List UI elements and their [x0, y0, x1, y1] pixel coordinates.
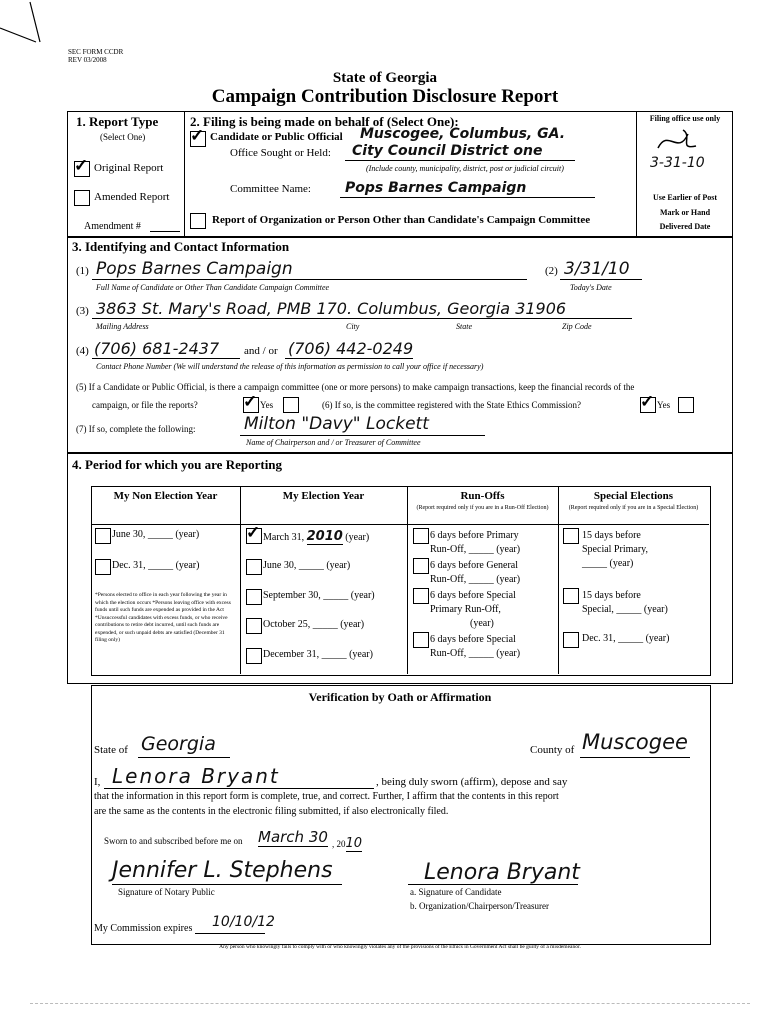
initials-mark [648, 126, 708, 156]
office-use-label: Filing office use only [649, 114, 721, 123]
e-oct-checkbox[interactable] [246, 618, 262, 634]
q6-no-checkbox[interactable] [678, 397, 694, 413]
q5-no-checkbox[interactable] [283, 397, 299, 413]
address-value: 3863 St. Mary's Road, PMB 170. Columbus, Georgia 31906 [96, 299, 567, 318]
notary-label: Signature of Notary Public [118, 887, 215, 897]
affiant-name-value: Lenora Bryant [112, 764, 280, 788]
sworn-text: , being duly sworn (affirm), depose and say [376, 776, 568, 788]
commission-label: My Commission expires [94, 923, 193, 934]
county-of-label: County of [530, 744, 575, 756]
r3-label: 6 days before Special Primary Run-Off, (year) [430, 590, 516, 629]
candidate-checkbox[interactable] [190, 131, 206, 147]
ne-june-checkbox[interactable] [95, 528, 111, 544]
r1-checkbox[interactable] [413, 528, 429, 544]
col-special: Special Elections [593, 490, 674, 502]
s3-label: Dec. 31, _____ (year) [582, 633, 670, 644]
col-election: My Election Year [282, 490, 365, 502]
i-label: I, [94, 776, 101, 788]
select-one-label: (Select One) [100, 132, 146, 142]
s2-checkbox[interactable] [563, 588, 579, 604]
e-oct-label: October 25, _____ (year) [263, 619, 365, 630]
office-note-3: Delivered Date [659, 222, 711, 231]
corner-mark [0, 0, 70, 45]
s3-checkbox[interactable] [563, 632, 579, 648]
phone-1-value: (706) 681-2437 [94, 339, 220, 358]
e-june-label: June 30, _____ (year) [263, 560, 351, 571]
original-report-label: Original Report [94, 162, 164, 174]
mailing-address-label: Mailing Address [96, 322, 149, 331]
s1-checkbox[interactable] [563, 528, 579, 544]
r2-label: 6 days before General Run-Off, _____ (year) [430, 560, 521, 585]
state-of-value: Georgia [141, 733, 216, 755]
r4-label: 6 days before Special Run-Off, _____ (year) [430, 634, 521, 659]
amendment-label: Amendment # [84, 221, 141, 232]
ne-june-label: June 30, _____ (year) [112, 529, 200, 540]
item-4-number: (4) [76, 345, 89, 357]
e-march-label: March 31, 2010 (year) [263, 529, 370, 544]
office-note-1: Use Earlier of Post [652, 193, 718, 202]
question-5: (5) If a Candidate or Public Official, is there a campaign committee (one or more persons) to make campaign transactions, keep the financial records of the [76, 382, 635, 392]
q5-yes-label: Yes [260, 400, 274, 410]
form-id: SEC FORM CCDR REV 03/2008 [68, 48, 124, 64]
chairperson-value: Milton "Davy" Lockett [244, 414, 429, 434]
special-note: (Report required only if you are in a Special Election) [568, 505, 699, 511]
question-5-cont: campaign, or file the reports? [92, 400, 198, 410]
sworn-year: , 2010 [332, 836, 363, 851]
r2-checkbox[interactable] [413, 558, 429, 574]
section-3-heading: 3. Identifying and Contact Information [72, 239, 290, 254]
e-march-year-value: 2010 [306, 529, 343, 544]
office-label: Office Sought or Held: [230, 147, 331, 159]
e-dec-checkbox[interactable] [246, 648, 262, 664]
period-table [91, 486, 711, 676]
notary-signature: Jennifer L. Stephens [112, 858, 333, 883]
state-of-label: State of [94, 744, 128, 756]
signature-a-label: a. Signature of Candidate [410, 887, 502, 897]
chairperson-label: Name of Chairperson and / or Treasurer of Committee [246, 438, 421, 447]
col-runoffs: Run-Offs [460, 490, 505, 502]
ne-dec-checkbox[interactable] [95, 559, 111, 575]
q6-yes-checkbox[interactable] [640, 397, 656, 413]
q6-yes-label: Yes [657, 400, 671, 410]
candidate-name-label: Full Name of Candidate or Other Than Candidate Campaign Committee [96, 283, 330, 292]
r1-label: 6 days before Primary Run-Off, _____ (year) [430, 530, 521, 555]
filing-heading: 2. Filing is being made on behalf of (Select One): [190, 114, 459, 129]
candidate-name-value: Pops Barnes Campaign [96, 259, 293, 279]
scan-edge [30, 1003, 750, 1004]
signature-b-label: b. Organization/Chairperson/Treasurer [410, 901, 549, 911]
committee-label: Committee Name: [230, 183, 311, 195]
question-6: (6) If so, is the committee registered with the State Ethics Commission? [322, 400, 581, 410]
item-1-number: (1) [76, 265, 89, 277]
e-june-checkbox[interactable] [246, 559, 262, 575]
organization-label: Report of Organization or Person Other than Candidate's Campaign Committee [212, 214, 591, 226]
r3-checkbox[interactable] [413, 588, 429, 604]
col-non-election: My Non Election Year [113, 490, 218, 502]
report-date-label: Today's Date [570, 283, 612, 292]
candidate-value: Muscogee, Columbus, GA. [360, 126, 566, 142]
office-hint: (Include county, municipality, district, post or judicial circuit) [366, 164, 564, 173]
organization-checkbox[interactable] [190, 213, 206, 229]
item-2-number: (2) [545, 265, 558, 277]
item-3-number: (3) [76, 305, 89, 317]
affirmation-line-3: are the same as the contents in the electronic filing submitted, if also electronically filed. [94, 806, 449, 817]
s1-label: 15 days before Special Primary, _____ (year) [582, 530, 649, 569]
candidate-signature: Lenora Bryant [424, 860, 580, 885]
committee-value: Pops Barnes Campaign [345, 180, 527, 196]
report-date-value: 3/31/10 [564, 259, 630, 279]
report-type-heading: 1. Report Type [76, 114, 159, 129]
s2-label: 15 days before Special, _____ (year) [582, 590, 668, 615]
ne-notes: *Persons elected to office in each year following the year in which the election occurs *Persons leaving office with excess funds until such funds are expended as provided in the Act *Unsuccessful candidates with excess funds, or who receive contributions to retire debt incurred, until such funds are expended, or such unpaid debts are satisfied (December 31 filing only) [95, 592, 231, 643]
office-stamp: 3-31-10 [650, 155, 705, 171]
page-title: Campaign Contribution Disclosure Report [211, 86, 559, 107]
section-4-heading: 4. Period for which you are Reporting [72, 457, 283, 472]
e-dec-label: December 31, _____ (year) [263, 649, 373, 660]
candidate-label: Candidate or Public Official [210, 131, 343, 143]
e-sept-checkbox[interactable] [246, 589, 262, 605]
and-or-label: and / or [244, 345, 278, 357]
warning-text: Any person who knowingly fails to comply with or who knowingly violates any of the provisions of the Ethics in Government Act shall be guilty of a misdemeanor. [219, 944, 581, 950]
amended-report-checkbox[interactable] [74, 190, 90, 206]
e-sept-label: September 30, _____ (year) [263, 590, 375, 601]
affirmation-line-2: that the information in this report form is complete, true, and correct. Further, I affirm that the contents in this report [94, 791, 559, 802]
q5-yes-checkbox[interactable] [243, 397, 259, 413]
sworn-before-label: Sworn to and subscribed before me on [104, 836, 243, 846]
office-note-2: Mark or Hand [659, 208, 711, 217]
state-title: State of Georgia [332, 70, 438, 86]
office-value: City Council District one [352, 143, 543, 159]
amendment-field[interactable] [150, 231, 180, 232]
question-7: (7) If so, complete the following: [76, 424, 196, 434]
amended-report-label: Amended Report [94, 191, 170, 203]
county-of-value: Muscogee [582, 730, 688, 754]
sworn-date-value: March 30 [258, 828, 328, 846]
r4-checkbox[interactable] [413, 632, 429, 648]
city-label: City [346, 322, 360, 331]
phone-2-value: (706) 442-0249 [288, 339, 414, 358]
e-march-checkbox[interactable] [246, 528, 262, 544]
state-label: State [456, 322, 472, 331]
phone-label: Contact Phone Number (We will understand the release of this information as permission to call your office if necessary) [96, 362, 484, 371]
ne-dec-label: Dec. 31, _____ (year) [112, 560, 200, 571]
commission-value: 10/10/12 [212, 914, 275, 930]
runoffs-note: (Report required only if you are in a Run-Off Election) [416, 505, 549, 511]
verification-heading: Verification by Oath or Affirmation [308, 690, 492, 704]
original-report-checkbox[interactable] [74, 161, 90, 177]
zip-label: Zip Code [562, 322, 592, 331]
